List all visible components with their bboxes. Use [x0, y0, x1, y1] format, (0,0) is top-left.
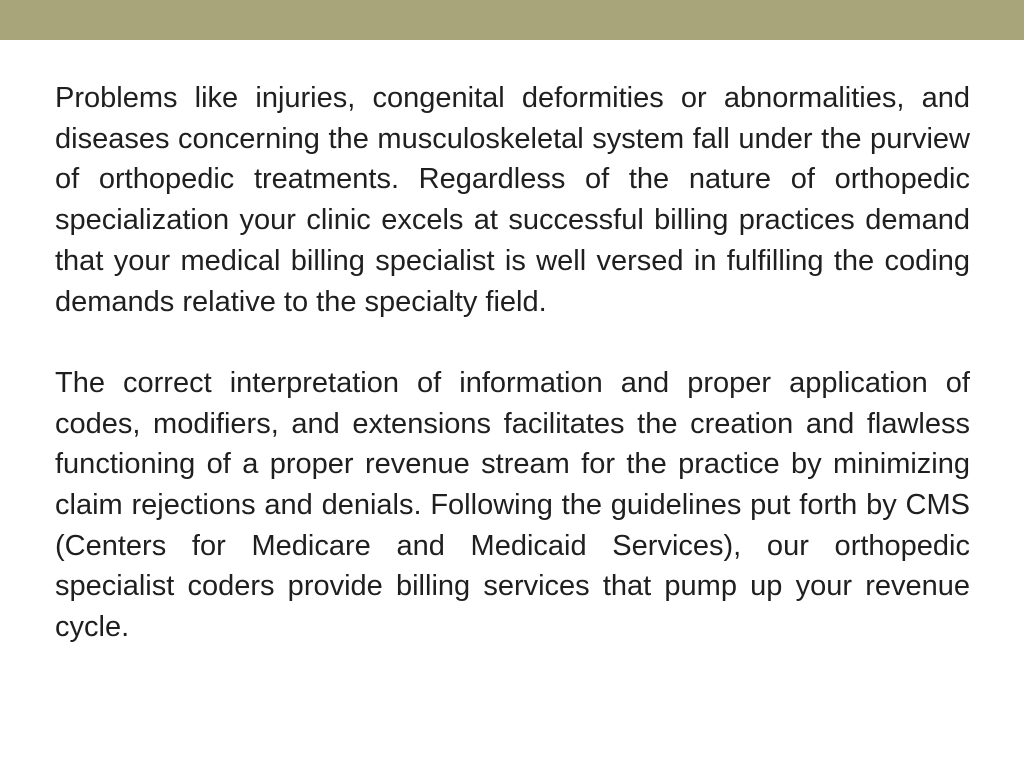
slide-body [55, 78, 970, 648]
paragraph-1: Problems like injuries, congenital deformities or abnormalities, and diseases concerning the musculoskeletal system fall under the purview of orthopedic treatments. Regardless of the nature of orthopedic specialization your clinic excels at successful billing practices demand that your medical billing specialist is well versed in fulfilling the coding demands relative to the specialty field. [55, 82, 970, 318]
top-accent-bar [0, 0, 1024, 40]
paragraph-2: The correct interpretation of information and proper application of codes, modifiers, and extensions facilitates the creation and flawless functioning of a proper revenue stream for the practice by minimizing claim rejections and denials. Following the guidelines put forth by CMS (Centers for Medicare and Medicaid Services), our orthopedic specialist coders provide billing services that pump up your revenue cycle. [55, 366, 970, 644]
